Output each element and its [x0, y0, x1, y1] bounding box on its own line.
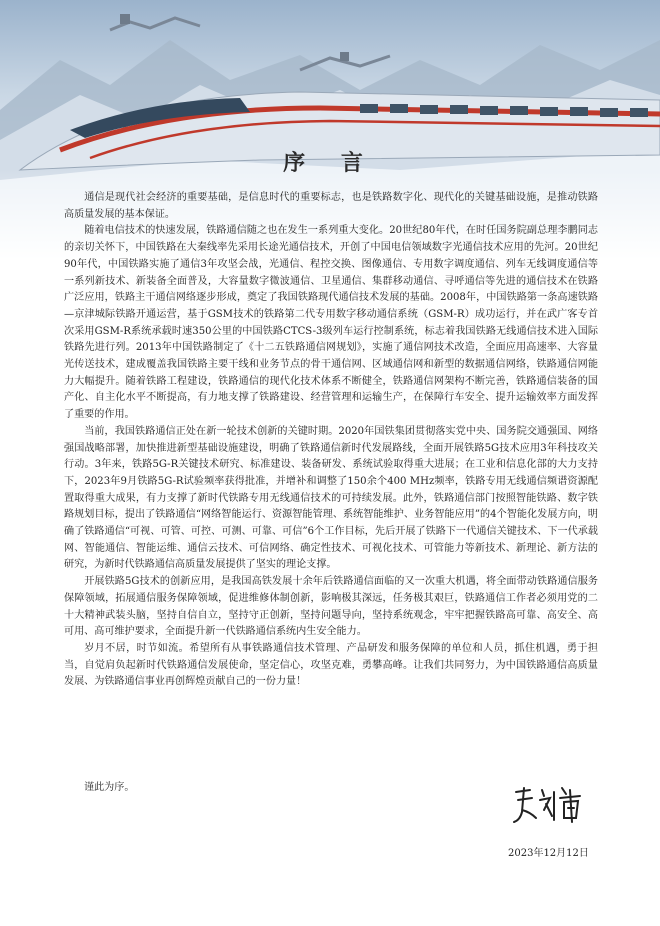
closing-line: 谨此为序。 [84, 782, 135, 793]
paragraph: 通信是现代社会经济的重要基础，是信息时代的重要标志，也是铁路数字化、现代化的关键基础设施，是推动铁路高质量发展的基本保证。 [64, 192, 598, 220]
date-stamp: 2023年12月12日 [508, 848, 589, 859]
paragraph: 开展铁路5G技术的创新应用，是我国高铁发展十余年后铁路通信面临的又一次重大机遇，将全面带动铁路通信服务保障领域，拓展通信服务保障领域，促进维修体制创新，影响极其深远，任务极其艰巨，铁路通信工作者必须用党的二十大精神武装头脑，坚持自信自立，坚持守正创新，坚持问题导向，坚持系统观念，牢牢把握铁路高可靠、高安全、高可用、高可维护要求，全面提升新一代铁路通信系统内生安全能力。 [64, 576, 598, 638]
handwritten-signature [510, 782, 590, 830]
preface-body [64, 190, 598, 691]
paragraph: 随着电信技术的快速发展，铁路通信随之也在发生一系列重大变化。20世纪80年代，在时任国务院副总理李鹏同志的亲切关怀下，中国铁路在大秦线率先采用长途光通信技术，开创了中国电信领域数字光通信技术应用的先河。20世纪90年代，中国铁路实施了通信3年攻坚会战，光通信、程控交换、图像通信、专用数字调度通信、列车无线调度通信等一系列新技术、新装备全面普及，大容量数字微波通信、卫星通信、集群移动通信、寻呼通信等先进的通信技术在铁路广泛应用，铁路主干通信网络逐步形成，奠定了我国铁路现代通信技术发展的基础。2008年，中国铁路第一条高速铁路—京津城际铁路开通运营，基于GSM技术的铁路第二代专用数字移动通信系统（GSM-R）成功运行，并在武广客专首次采用GSM-R系统承载时速350公里的中国铁路CTCS-3级列车运行控制系统，标志着我国铁路无线通信技术进入国际铁路先进行列。2013年中国铁路制定了《十二五铁路通信网规划》，实施了通信网技术改造，全面应用高速率、大容量光传送技术，建成覆盖我国铁路主要干线和业务节点的骨干通信网、区域通信网和新型的数据通信网络，铁路通信网能力大幅提升。随着铁路工程建设，铁路通信的现代化技术体系不断健全，铁路通信网架构不断完善，铁路通信装备的国产化、自主化水平不断提高，有力地支撑了铁路建设、经营管理和运输生产，在保障行车安全、提升运输效率方面发挥了重要的作用。 [64, 225, 598, 421]
page-title: 序 言 [283, 150, 377, 176]
paragraph: 岁月不居，时节如流。希望所有从事铁路通信技术管理、产品研发和服务保障的单位和人员，抓住机遇，勇于担当，自觉肩负起新时代铁路通信发展使命，坚定信心，攻坚克难，勇攀高峰。让我们共同努力，为中国铁路通信高质量发展、为铁路通信事业再创辉煌贡献自己的一份力量！ [64, 642, 598, 688]
paragraph: 当前，我国铁路通信正处在新一轮技术创新的关键时期。2020年国铁集团贯彻落实党中央、国务院交通强国、网络强国战略部署，加快推进新型基础设施建设，明确了铁路通信新时代发展路线，全面开展铁路5G技术应用3年科技攻关行动。3年来，铁路5G-R关键技术研究、标准建设、装备研发、系统试验取得重大进展；在工业和信息化部的大力支持下，2023年9月铁路5G-R试验频率获得批准，并增补和调整了150余个400 MHz频率，铁路专用无线通信频谱资源配置取得重大成果，有力支撑了新时代铁路专用无线通信技术的可持续发展。此外，铁路通信部门按照智能铁路、数字铁路规划目标，提出了铁路通信“网络智能运行、资源智能管理、系统智能维护、业务智能应用”的4个智能化发展方向，明确了铁路通信“可视、可管、可控、可测、可靠、可信”6个工作目标，先后开展了铁路下一代通信关键技术、下一代承载网、智能通信、智能运维、通信云技术、可信网络、确定性技术、可视化技术、可管能力等新技术、新理论、新方法的研究，为新时代铁路通信高质量发展提供了坚实的理论支撑。 [64, 425, 598, 571]
